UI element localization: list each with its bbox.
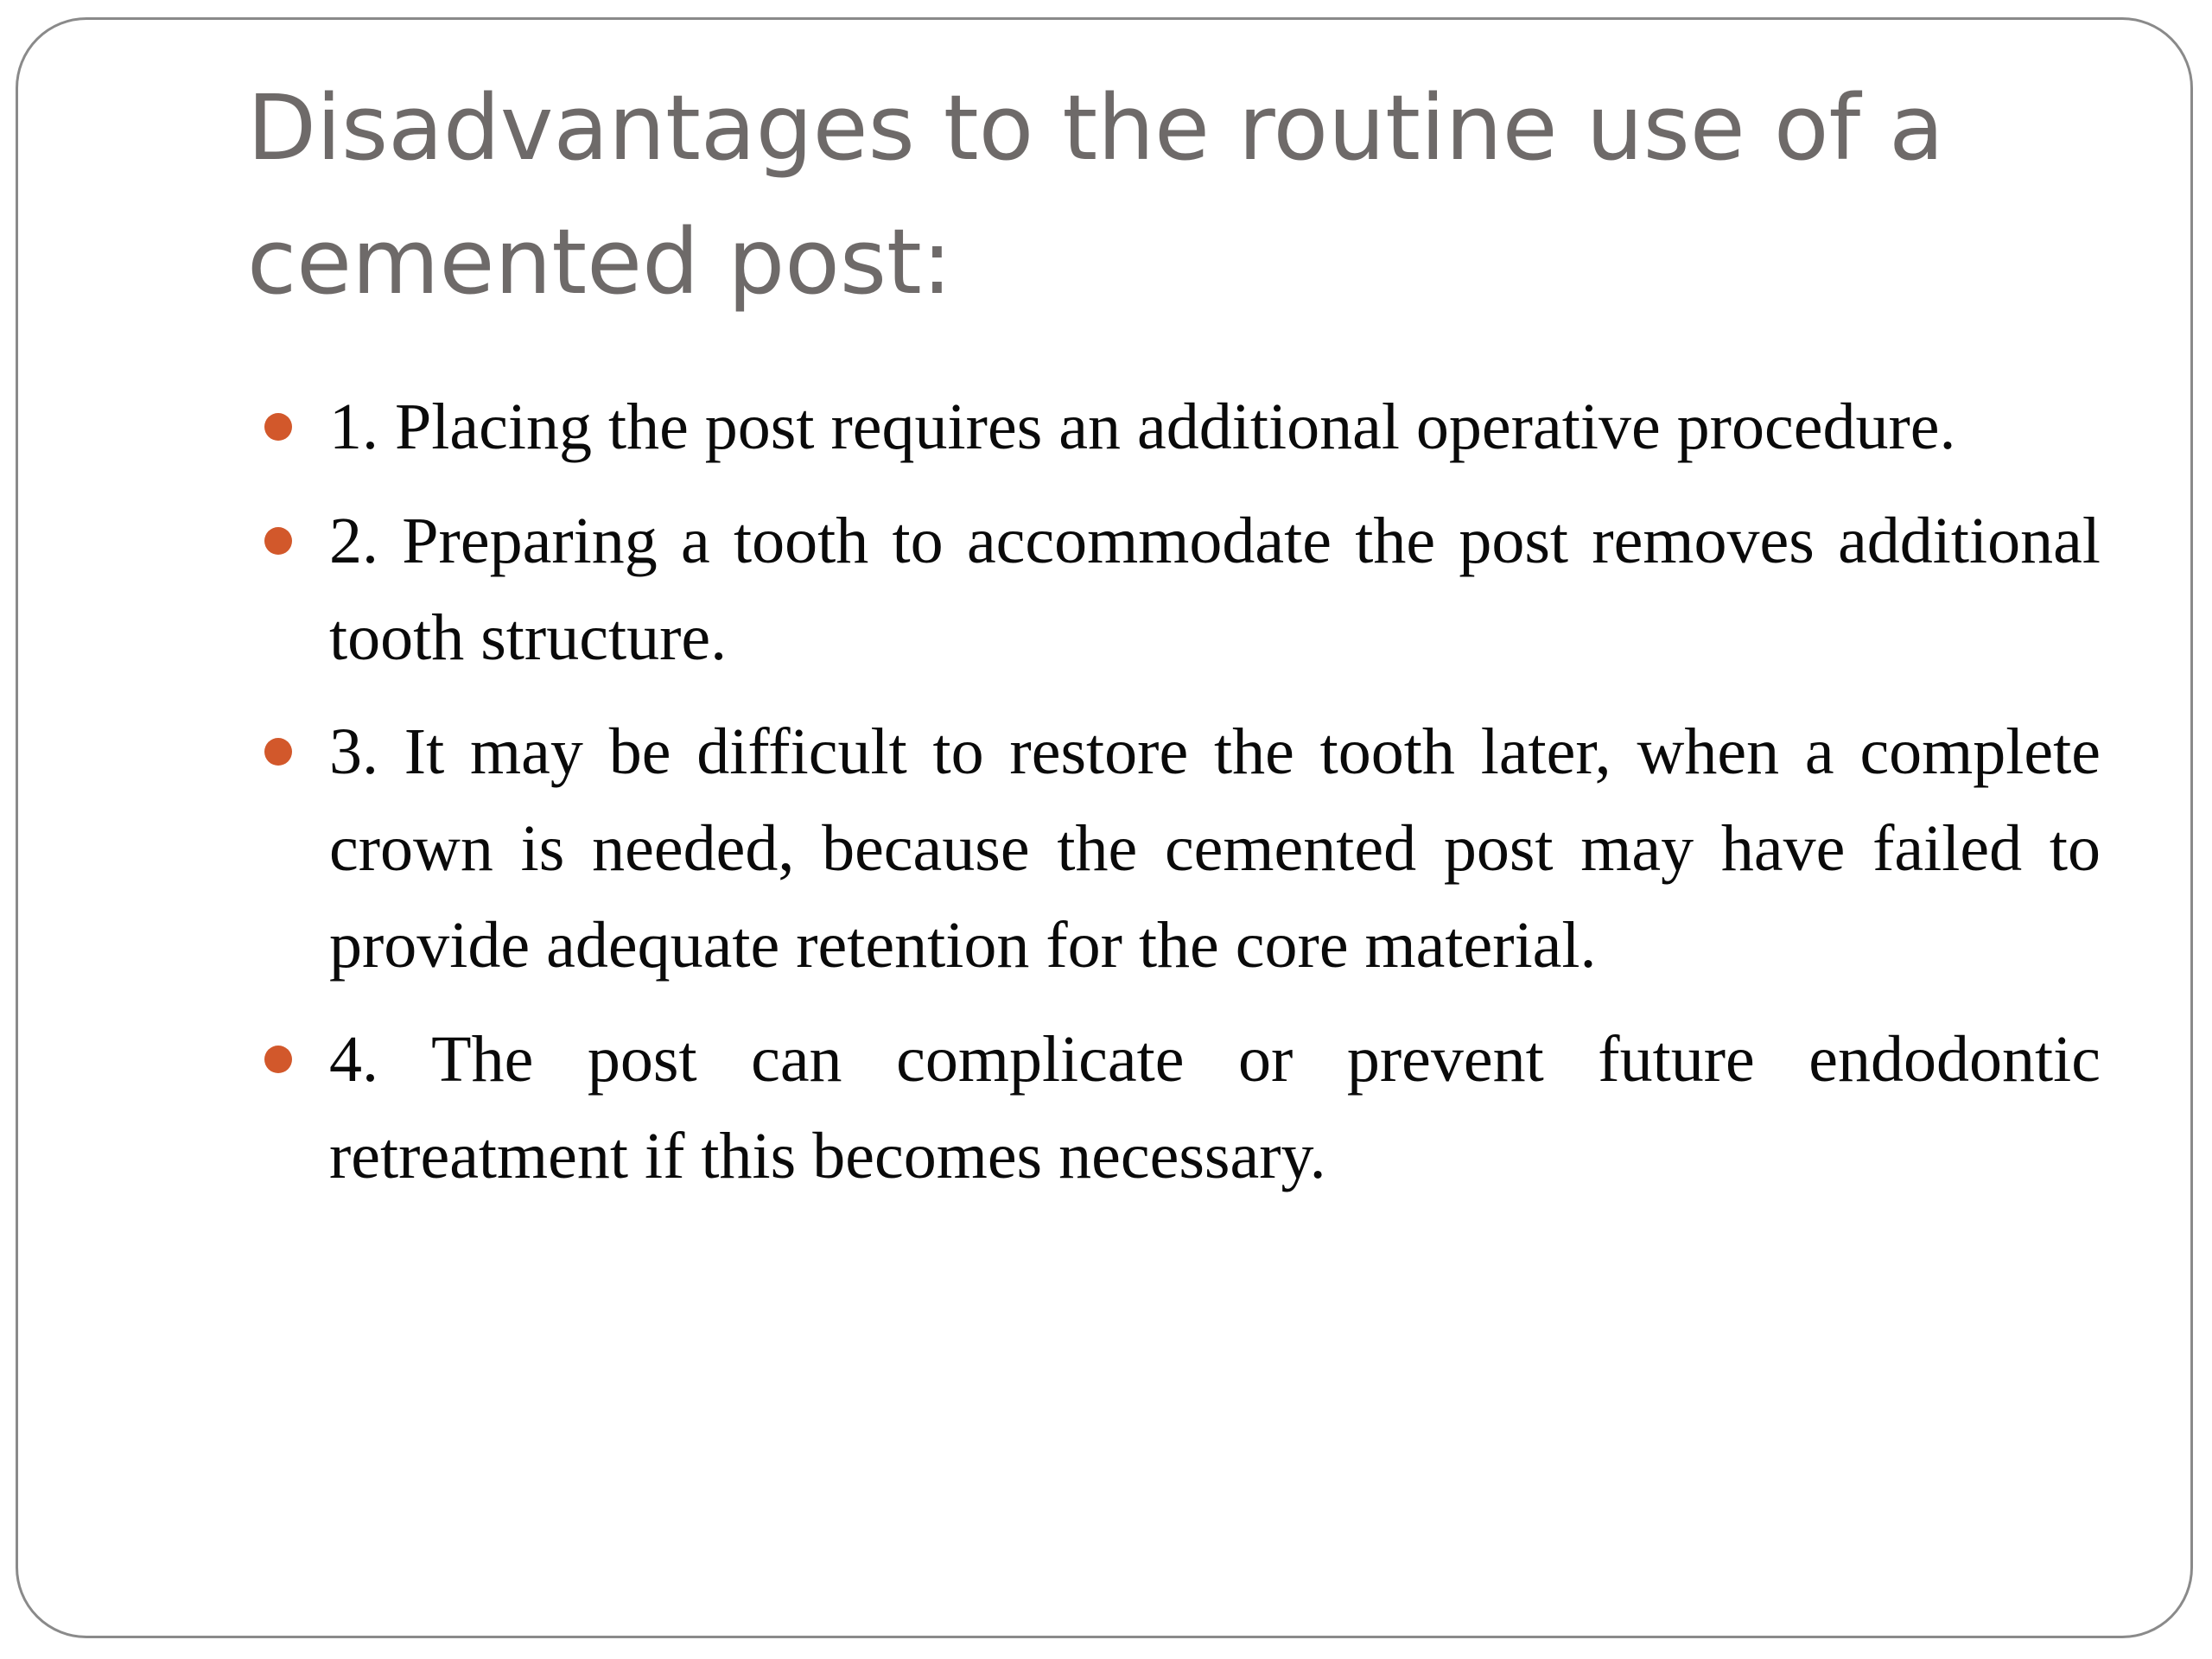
bullet-dot-icon [264,527,292,555]
bullet-dot-icon [264,413,292,441]
bullet-text-2: 2. Preparing a tooth to accommodate the post removes additional tooth structure. [329,505,2101,674]
bullet-item-3 [247,703,2101,994]
bullet-text-4: 4. The post can complicate or prevent future endodontic retreatment if this becomes necessary. [329,1023,2101,1192]
bullet-item-1 [247,378,2101,475]
bullet-dot-icon [264,738,292,766]
bullet-text-1: 1. Placing the post requires an additional operative procedure. [329,391,1956,463]
bullet-item-4 [247,1011,2101,1205]
bullet-dot-icon [264,1046,292,1073]
slide-title: Disadvantages to the routine use of a cemented post: [247,75,1944,315]
slide-frame [16,17,2193,1638]
bullet-text-3: 3. It may be difficult to restore the tooth later, when a complete crown is needed, because the cemented post may have failed to provide adequate retention for the core material. [329,715,2101,982]
bullet-item-2 [247,493,2101,686]
bullet-list [247,378,2101,1222]
